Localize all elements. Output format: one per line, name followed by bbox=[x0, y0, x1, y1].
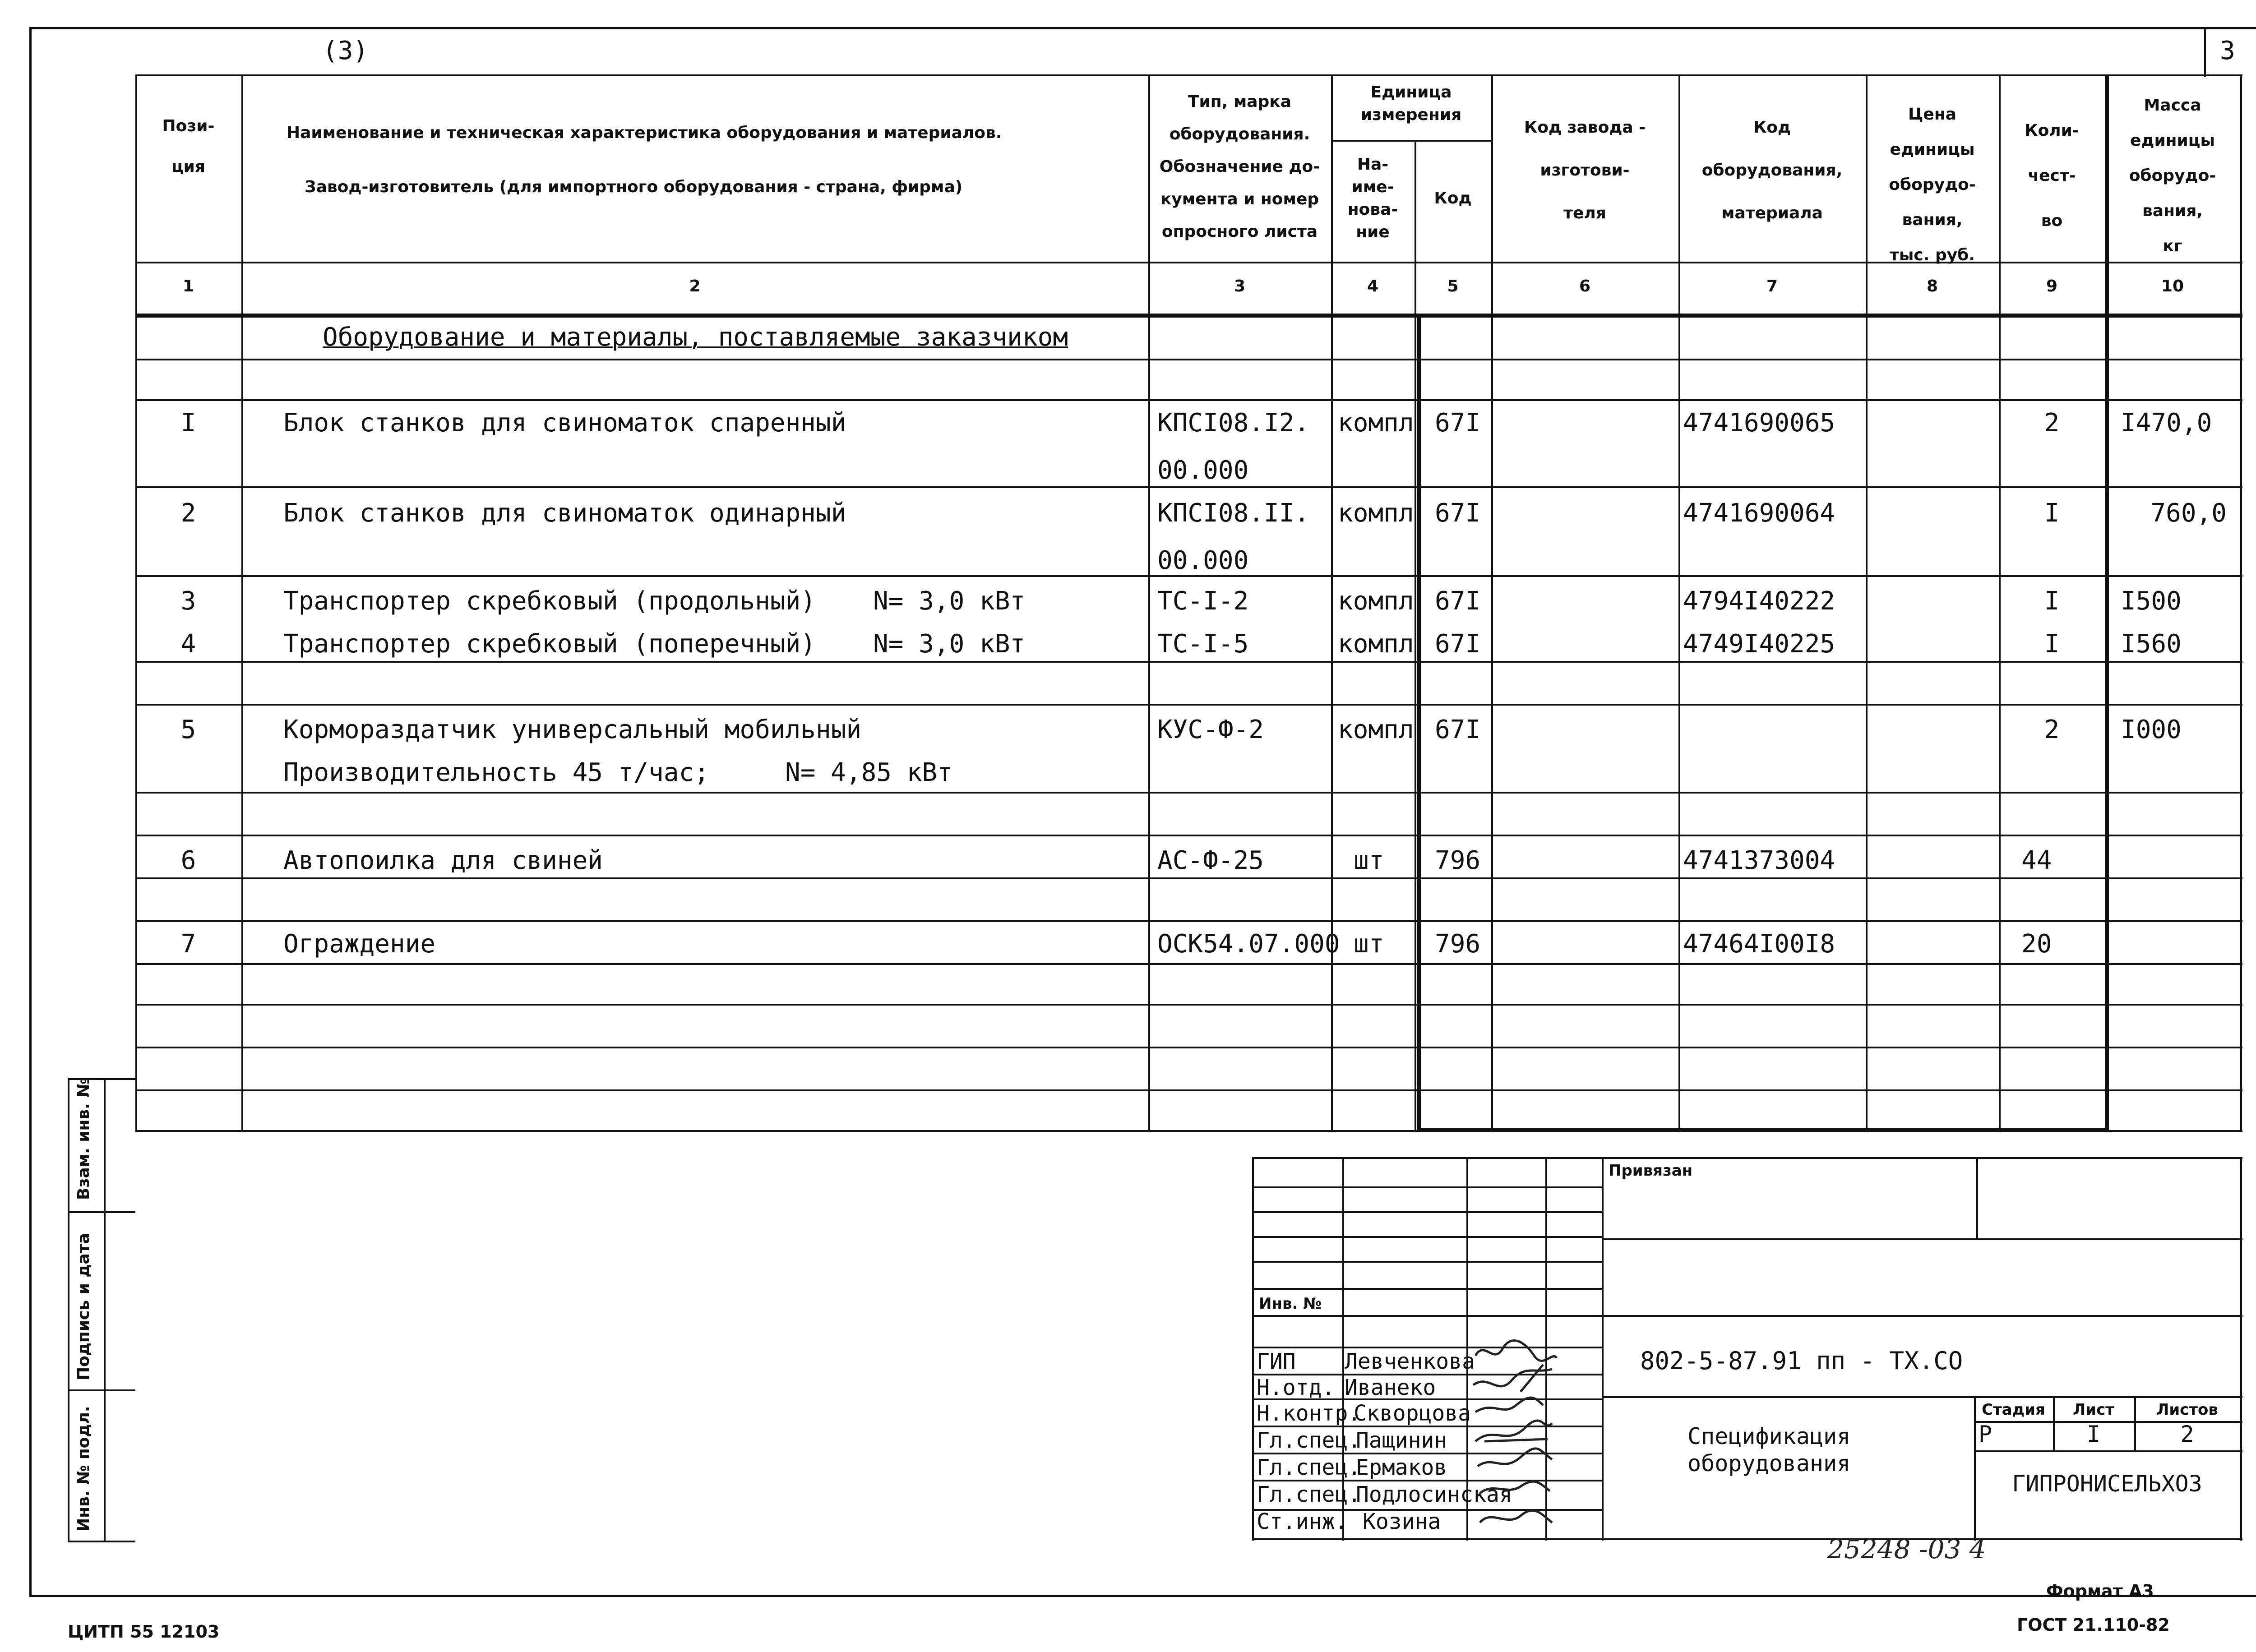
row7-pos: 7 bbox=[180, 929, 196, 959]
row5-unit: компл bbox=[1338, 715, 1414, 744]
row2-unit: компл bbox=[1338, 498, 1414, 528]
side-strip-mid bbox=[104, 1078, 106, 1541]
stamp-name-4: Пащинин bbox=[1356, 1428, 1447, 1453]
sheet-box-line bbox=[2204, 27, 2206, 77]
row7-qty: 20 bbox=[2021, 929, 2052, 959]
side-label-inv: Инв. № подл. bbox=[74, 1406, 93, 1532]
hdr-price: Цена единицы оборудо- вания, тыс. руб. bbox=[1889, 105, 1976, 264]
section-title: Оборудование и материалы, поставляемые заказчиком bbox=[323, 323, 1068, 352]
row6-pos: 6 bbox=[180, 846, 196, 875]
row4-type: ТС-I-5 bbox=[1157, 629, 1249, 659]
hdr-pos: Пози- ция bbox=[162, 117, 215, 176]
row4-code: 67I bbox=[1435, 629, 1481, 659]
footer-left-code: ЦИТП 55 12103 bbox=[68, 1622, 220, 1642]
frame-left-line bbox=[29, 27, 32, 1597]
unit-divider bbox=[1331, 140, 1491, 142]
col-line-4b bbox=[1417, 314, 1421, 1130]
table-top bbox=[135, 74, 2242, 76]
side-strip-div2 bbox=[68, 1389, 135, 1391]
row1-code: 67I bbox=[1435, 408, 1481, 438]
row-line-13 bbox=[135, 1047, 2242, 1048]
stamp-l-row6 bbox=[1252, 1315, 1602, 1317]
row2-name: Блок станков для свиноматок одинарный bbox=[283, 498, 846, 528]
signature-3 bbox=[1475, 1398, 1543, 1412]
stamp-name-1: Левченкова bbox=[1345, 1349, 1475, 1374]
stamp-l-row4 bbox=[1252, 1261, 1602, 1263]
stamp-role-1: ГИП bbox=[1257, 1349, 1296, 1374]
colnum-7: 7 bbox=[1766, 277, 1778, 295]
row5-pos: 5 bbox=[180, 715, 196, 744]
colnum-4: 4 bbox=[1367, 277, 1379, 295]
row-line-14 bbox=[135, 1089, 2242, 1091]
stamp-left bbox=[1252, 1157, 1254, 1541]
row1-qty: 2 bbox=[2044, 408, 2060, 438]
row2-equip: 4741690064 bbox=[1683, 498, 1835, 528]
stamp-role-7: Ст.инж. bbox=[1257, 1509, 1348, 1534]
stamp-row-code bbox=[1602, 1315, 2242, 1317]
hdr-type: Тип, марка оборудования. Обозначение до- кумента и номер опросного листа bbox=[1159, 92, 1320, 241]
row1-name: Блок станков для свиноматок спаренный bbox=[283, 408, 846, 438]
row2-qty: I bbox=[2044, 498, 2060, 528]
signature-1 bbox=[1475, 1340, 1557, 1361]
hdr-equip-code: Код оборудования, материала bbox=[1701, 118, 1843, 222]
hdr-maker: Код завода - изготови- теля bbox=[1524, 118, 1646, 222]
stamp-privyazan: Привязан bbox=[1609, 1162, 1693, 1180]
stamp-top bbox=[1252, 1157, 2242, 1159]
row3-pos: 3 bbox=[180, 586, 196, 616]
hdr-name: Наименование и техническая характеристика оборудования и материалов. Завод-изготовитель (для импортного оборудования - страна, фирма) bbox=[287, 124, 1002, 196]
stamp-l-row1 bbox=[1252, 1186, 1602, 1188]
stamp-bottom bbox=[1252, 1538, 2242, 1540]
row-line-2 bbox=[135, 399, 2242, 401]
stamp-sheets-hdr: Листов bbox=[2156, 1401, 2218, 1419]
row7-type: ОСК54.07.000 bbox=[1157, 929, 1340, 959]
row-line-4 bbox=[135, 575, 2242, 577]
row2-type: КПСI08.II. bbox=[1157, 498, 1310, 528]
colnum-8: 8 bbox=[1926, 277, 1938, 295]
hdr-unit: Единица измерения bbox=[1360, 83, 1462, 124]
row4-name: Транспортер скребковый (поперечный) bbox=[283, 629, 816, 659]
stamp-row-priv bbox=[1602, 1238, 2242, 1240]
stamp-role-2: Н.отд. bbox=[1257, 1375, 1335, 1400]
row4-qty: I bbox=[2044, 629, 2060, 659]
row2-mass: 760,0 bbox=[2150, 498, 2227, 528]
signature-7 bbox=[1480, 1510, 1552, 1523]
stamp-doc-code: 802-5-87.91 пп - ТХ.СО bbox=[1640, 1347, 1963, 1375]
colnum-9: 9 bbox=[2046, 277, 2058, 295]
row5-type: КУС-Ф-2 bbox=[1157, 715, 1264, 744]
stamp-right bbox=[2240, 1157, 2242, 1541]
colnum-3: 3 bbox=[1234, 277, 1246, 295]
stamp-name-5: Ермаков bbox=[1356, 1455, 1447, 1480]
side-label-podpis: Подпись и дата bbox=[74, 1233, 93, 1380]
signatures-svg bbox=[1466, 1338, 1566, 1536]
row5-name: Кормораздатчик универсальный мобильный bbox=[283, 715, 862, 744]
stamp-name-7: Козина bbox=[1363, 1509, 1441, 1534]
side-strip-div1 bbox=[68, 1211, 135, 1213]
col-line-10 bbox=[2240, 74, 2242, 1132]
stamp-inv-no: Инв. № bbox=[1259, 1295, 1322, 1313]
row6-code: 796 bbox=[1435, 846, 1481, 875]
frame-top-line bbox=[29, 27, 2256, 29]
row1-pos: I bbox=[180, 408, 196, 438]
row4-power: N= 3,0 кВт bbox=[873, 629, 1026, 659]
stamp-sheet-hdr: Лист bbox=[2073, 1401, 2114, 1419]
stamp-name-2: Иванеко bbox=[1345, 1375, 1436, 1400]
row5b-name: Производительность 45 т/час; bbox=[283, 758, 710, 787]
stamp-name-6: Подлосинская bbox=[1356, 1482, 1512, 1507]
row3-mass: I500 bbox=[2121, 586, 2182, 616]
row-line-8 bbox=[135, 835, 2242, 836]
stamp-l-row3 bbox=[1252, 1236, 1602, 1238]
section-mark: (3) bbox=[323, 36, 369, 65]
stamp-l-row2 bbox=[1252, 1211, 1602, 1213]
hdr-unit-name: На- име- нова- ние bbox=[1347, 155, 1398, 241]
sheet-number: 3 bbox=[2220, 36, 2235, 65]
row4-equip: 4749I40225 bbox=[1683, 629, 1835, 659]
row3-power: N= 3,0 кВт bbox=[873, 586, 1026, 616]
footer-gost: ГОСТ 21.110-82 bbox=[2017, 1615, 2170, 1635]
colnum-1: 1 bbox=[182, 277, 194, 295]
row6-name: Автопоилка для свиней bbox=[283, 846, 603, 875]
side-strip-bottom bbox=[68, 1541, 135, 1542]
row5-code: 67I bbox=[1435, 715, 1481, 744]
row4-unit: компл bbox=[1338, 629, 1414, 659]
stamp-name-3: Скворцова bbox=[1354, 1401, 1471, 1426]
row3-code: 67I bbox=[1435, 586, 1481, 616]
row6-equip: 4741373004 bbox=[1683, 846, 1835, 875]
row5-qty: 2 bbox=[2044, 715, 2060, 744]
row-line-11 bbox=[135, 963, 2242, 965]
side-label-vzam: Взам. инв. № bbox=[74, 1078, 93, 1200]
hdr-unit-code: Код bbox=[1434, 189, 1472, 208]
row-line-9 bbox=[135, 877, 2242, 879]
row-line-10 bbox=[135, 920, 2242, 922]
row5-mass: I000 bbox=[2121, 715, 2182, 744]
row7-equip: 47464I00I8 bbox=[1683, 929, 1835, 959]
stamp-title-2: оборудования bbox=[1687, 1450, 1851, 1477]
col-line-1 bbox=[241, 74, 243, 1132]
row1-equip: 4741690065 bbox=[1683, 408, 1835, 438]
row2-pos: 2 bbox=[180, 498, 196, 528]
row1-mass: I470,0 bbox=[2121, 408, 2212, 438]
row-line-12 bbox=[135, 1004, 2242, 1006]
row7-name: Ограждение bbox=[283, 929, 436, 959]
hdr-qty: Коли- чест- во bbox=[2025, 121, 2079, 230]
numbers-divider bbox=[135, 314, 2242, 318]
row-line-6 bbox=[135, 704, 2242, 706]
stamp-sheets: 2 bbox=[2180, 1421, 2194, 1447]
row3-equip: 4794I40222 bbox=[1683, 586, 1835, 616]
colnum-6: 6 bbox=[1579, 277, 1591, 295]
stamp-stage-hdr: Стадия bbox=[1982, 1401, 2045, 1419]
stamp-title-1: Спецификация bbox=[1687, 1423, 1851, 1449]
row-line-5 bbox=[135, 661, 2242, 663]
stamp-row-title bbox=[1602, 1396, 2242, 1398]
side-strip-left bbox=[68, 1078, 69, 1541]
row1b-type: 00.000 bbox=[1157, 456, 1249, 485]
row2b-type: 00.000 bbox=[1157, 546, 1249, 575]
hdr-mass: Масса единицы оборудо- вания, кг bbox=[2129, 96, 2216, 255]
colnum-5: 5 bbox=[1447, 277, 1459, 295]
stamp-col-d bbox=[1602, 1157, 1604, 1541]
signature-2 bbox=[1473, 1365, 1552, 1392]
stamp-sheet: I bbox=[2086, 1421, 2101, 1447]
row-line-15 bbox=[135, 1130, 2242, 1132]
row6-qty: 44 bbox=[2021, 846, 2052, 875]
row4-mass: I560 bbox=[2121, 629, 2182, 659]
colnum-10: 10 bbox=[2161, 277, 2184, 295]
footer-format: Формат А3 bbox=[2046, 1581, 2154, 1601]
stamp-row-org bbox=[1974, 1450, 2242, 1452]
row6-unit: шт bbox=[1354, 846, 1384, 875]
row3-type: ТС-I-2 bbox=[1157, 586, 1249, 616]
row-line-7 bbox=[135, 792, 2242, 794]
stamp-role-3: Н.контр. bbox=[1257, 1401, 1361, 1426]
stamp-l-row5 bbox=[1252, 1288, 1602, 1290]
stamp-role-4: Гл.спец. bbox=[1257, 1428, 1361, 1453]
signature-4 bbox=[1475, 1421, 1552, 1441]
row3-qty: I bbox=[2044, 586, 2060, 616]
row1-type: КПСI08.I2. bbox=[1157, 408, 1310, 438]
stamp-org: ГИПРОНИСЕЛЬХОЗ bbox=[2012, 1471, 2202, 1497]
row7-unit: шт bbox=[1354, 929, 1384, 959]
signature-5 bbox=[1478, 1449, 1552, 1466]
row-line-3 bbox=[135, 486, 2242, 488]
row3-name: Транспортер скребковый (продольный) bbox=[283, 586, 816, 616]
row7-code: 796 bbox=[1435, 929, 1481, 959]
stamp-col-e bbox=[1976, 1157, 1978, 1238]
stamp-role-5: Гл.спец. bbox=[1257, 1455, 1361, 1480]
row1-unit: компл bbox=[1338, 408, 1414, 438]
handwritten-number: 25248 -03 4 bbox=[1827, 1534, 1986, 1564]
stamp-stage: Р bbox=[1979, 1421, 1992, 1447]
row6-type: АС-Ф-25 bbox=[1157, 846, 1264, 875]
row-line-1 bbox=[135, 359, 2242, 360]
signature-6 bbox=[1480, 1481, 1550, 1493]
row3-unit: компл bbox=[1338, 586, 1414, 616]
stamp-role-6: Гл.спец. bbox=[1257, 1482, 1361, 1507]
colnum-2: 2 bbox=[689, 277, 701, 295]
row2-code: 67I bbox=[1435, 498, 1481, 528]
row4-pos: 4 bbox=[180, 629, 196, 659]
row5b-power: N= 4,85 кВт bbox=[785, 758, 952, 787]
